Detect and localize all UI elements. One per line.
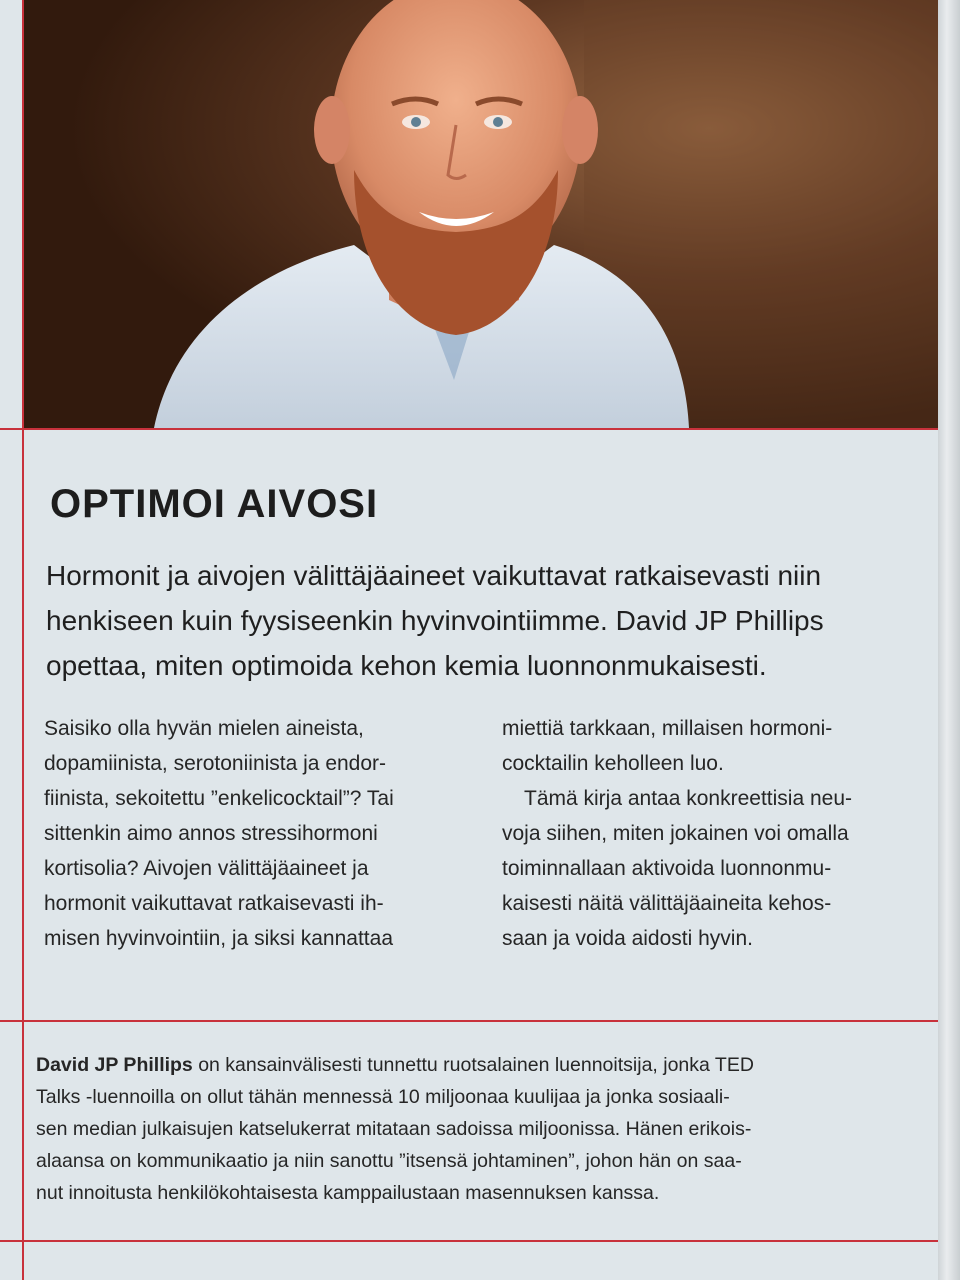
author-bio <box>36 1049 926 1209</box>
lede-paragraph <box>46 553 926 688</box>
author-name: David JP Phillips <box>36 1054 193 1076</box>
body-line: dopamiinista, serotoniinista ja endor- <box>44 752 387 775</box>
bio-line: alaansa on kommunikaatio ja niin sanottu ”itsensä johtaminen”, johon hän on saa- <box>36 1150 742 1172</box>
divider-bio-bottom <box>0 1240 960 1242</box>
body-line: fiinista, sekoitettu ”enkelicocktail”? Tai <box>44 787 394 810</box>
bio-line <box>36 1049 926 1081</box>
body-line: cocktailin keholleen luo. <box>502 752 724 775</box>
lede-line: henkiseen kuin fyysiseenkin hyvinvointiimme. David JP Phillips <box>46 605 824 636</box>
body-line: misen hyvinvointiin, ja siksi kannattaa <box>44 927 394 950</box>
divider-photo <box>0 428 960 430</box>
bio-line: nut innoitusta henkilökohtaisesta kamppailustaan masennuksen kanssa. <box>36 1182 660 1204</box>
frame-left-rule <box>22 0 24 1280</box>
article-title: OPTIMOI AIVOSI <box>50 482 379 526</box>
bio-line: sen median julkaisujen katselukerrat mitataan sadoissa miljoonissa. Hänen erikois- <box>36 1118 752 1140</box>
body-line: kortisolia? Aivojen välittäjäaineet ja <box>44 857 369 880</box>
divider-bio-top <box>0 1020 960 1022</box>
body-line: saan ja voida aidosti hyvin. <box>502 927 753 950</box>
lede-line: opettaa, miten optimoida kehon kemia luonnonmukaisesti. <box>46 650 767 681</box>
body-line: sittenkin aimo annos stressihormoni <box>44 822 378 845</box>
author-photo <box>24 0 938 428</box>
page-edge <box>938 0 960 1280</box>
bio-text: on kansainvälisesti tunnettu ruotsalainen luennoitsija, jonka TED <box>192 1054 754 1076</box>
body-column-right <box>502 711 922 956</box>
body-line: miettiä tarkkaan, millaisen hormoni- <box>502 717 833 740</box>
body-line: toiminnallaan aktivoida luonnonmu- <box>502 857 832 880</box>
body-line: kaisesti näitä välittäjäaineita kehos- <box>502 892 832 915</box>
body-line: Saisiko olla hyvän mielen aineista, <box>44 717 364 740</box>
body-line: hormonit vaikuttavat ratkaisevasti ih- <box>44 892 384 915</box>
body-line: voja siihen, miten jokainen voi omalla <box>502 822 849 845</box>
lede-line: Hormonit ja aivojen välittäjäaineet vaikuttavat ratkaisevasti niin <box>46 560 822 591</box>
body-column-left <box>44 711 464 956</box>
bio-line: Talks -luennoilla on ollut tähän mennessä 10 miljoonaa kuulijaa ja jonka sosiaali- <box>36 1086 730 1108</box>
body-line: Tämä kirja antaa konkreettisia neu- <box>524 787 852 810</box>
